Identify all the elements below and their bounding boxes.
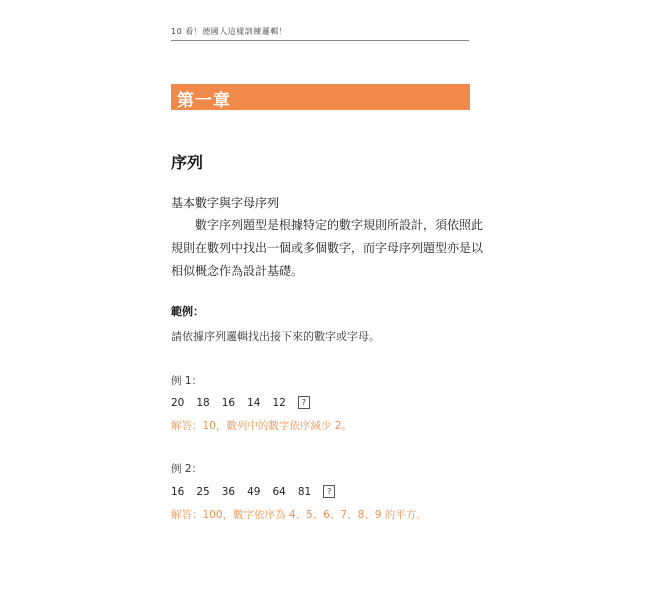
sequence-number: 16 <box>171 485 185 498</box>
sequence-number: 81 <box>297 485 312 498</box>
example-1-answer: 解答：10，數列中的數字依序減少 2。 <box>171 420 352 432</box>
sequence-number: 20 <box>171 396 185 409</box>
section-title: 序列 <box>171 153 204 172</box>
example-2-sequence <box>171 485 335 498</box>
unknown-box-icon: ? <box>298 396 310 409</box>
paragraph-line: 規則在數列中找出一個或多個數字，而字母序列題型亦是以 <box>171 241 484 255</box>
paragraph-line: 相似概念作為設計基礎。 <box>171 264 304 278</box>
examples-heading: 範例： <box>171 305 204 318</box>
example-1-label: 例 1： <box>171 375 203 387</box>
running-header: 10 看！德國人這樣訓練邏輯！ <box>171 26 469 41</box>
intro-paragraph <box>171 214 484 283</box>
example-2-label: 例 2： <box>171 463 203 475</box>
sequence-number: 16 <box>221 396 236 409</box>
sequence-number: 25 <box>196 485 210 498</box>
chapter-title: 第一章 <box>177 91 231 111</box>
sequence-number: 14 <box>247 396 261 409</box>
sequence-number: 49 <box>247 485 261 498</box>
sequence-number: 36 <box>221 485 236 498</box>
sequence-number: 18 <box>196 396 210 409</box>
unknown-box-icon: ? <box>323 485 335 498</box>
chapter-banner <box>171 84 470 110</box>
sequence-number: 64 <box>272 485 286 498</box>
example-1-sequence <box>171 396 310 409</box>
subsection-title: 基本數字與字母序列 <box>171 196 280 210</box>
sequence-number: 12 <box>272 396 286 409</box>
examples-instruction: 請依據序列邏輯找出接下來的數字或字母。 <box>171 330 380 343</box>
paragraph-line: 數字序列題型是根據特定的數字規則所設計，須依照此 <box>195 218 484 232</box>
example-2-answer: 解答：100，數字依序為 4、5、6、7、8、9 的平方。 <box>171 509 427 521</box>
